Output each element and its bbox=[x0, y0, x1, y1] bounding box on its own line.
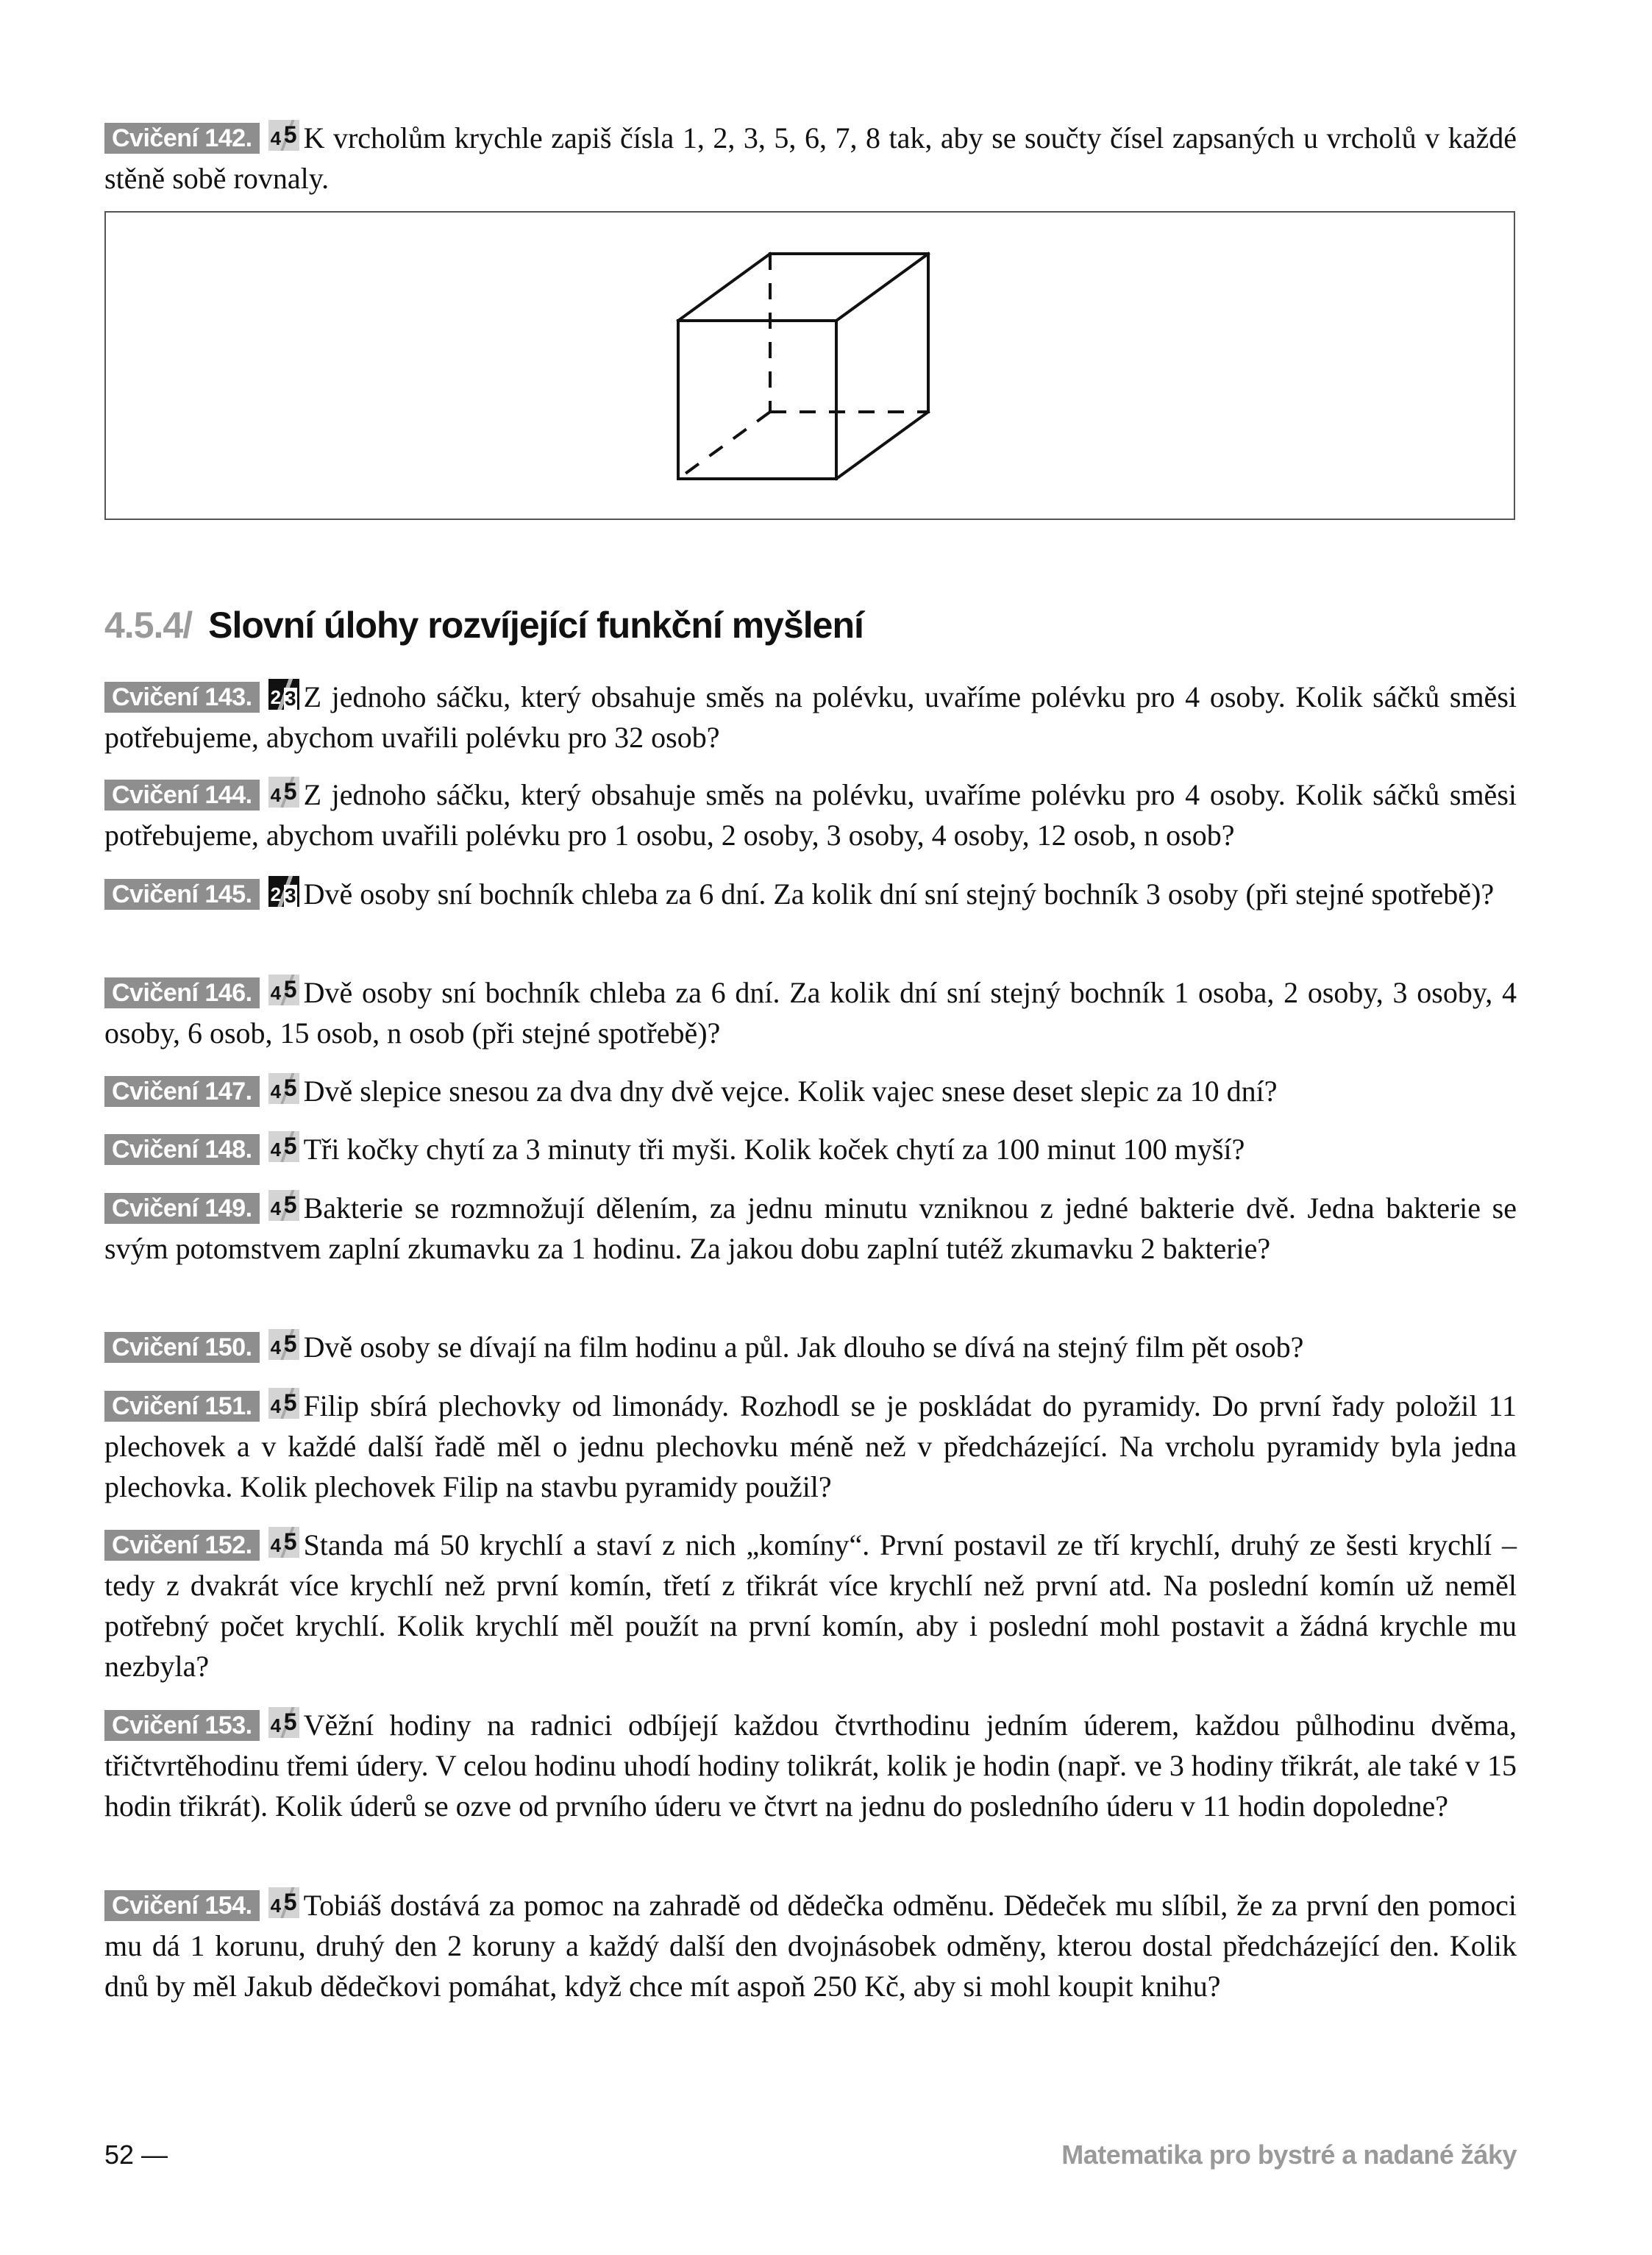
section-number: 4.5.4/ bbox=[104, 605, 193, 646]
cube-diagram-icon bbox=[106, 213, 1517, 521]
exercise-label: Cvičení 152. bbox=[104, 1530, 260, 1561]
cube-edge bbox=[836, 412, 928, 479]
difficulty-level-icon: 4 5 bbox=[268, 975, 299, 1005]
difficulty-level-icon: 2 3 bbox=[268, 876, 299, 907]
difficulty-level-icon: 4 5 bbox=[268, 1388, 299, 1419]
exercise-text: Standa má 50 krychlí a staví z nich „komíny“. První postavil ze tří krychlí, druhý ze šesti krychlí – tedy z dvakrát více krychlí než první komín, třetí z třikrát více krychlí než první atd. Na poslední komín už neměl potřebný počet krychlí. Kolik krychlí měl použít na první komín, aby i poslední mohl postavit a žádná krychle mu nezbyla? bbox=[104, 1528, 1517, 1683]
exercise-text: Z jednoho sáčku, který obsahuje směs na polévku, uvaříme polévku pro 4 osoby. Kolik sáčků směsi potřebujeme, abychom uvařili polévku pro 32 osob? bbox=[104, 680, 1517, 754]
exercise-142 bbox=[104, 118, 1517, 199]
exercise-154 bbox=[104, 1885, 1517, 2006]
section-heading bbox=[104, 599, 864, 651]
difficulty-level-icon: 4 5 bbox=[268, 1073, 299, 1104]
exercise-text: Dvě slepice snesou za dva dny dvě vejce. Kolik vajec snese deset slepic za 10 dní? bbox=[303, 1075, 1278, 1108]
cube-hidden-edge bbox=[678, 412, 770, 479]
cube-edge bbox=[836, 254, 928, 321]
exercise-label: Cvičení 150. bbox=[104, 1332, 260, 1363]
exercise-label: Cvičení 143. bbox=[104, 682, 260, 713]
exercise-149 bbox=[104, 1188, 1517, 1269]
exercise-text: Z jednoho sáčku, který obsahuje směs na polévku, uvaříme polévku pro 4 osoby. Kolik sáčků směsi potřebujeme, abychom uvařili polévku pro 1 osobu, 2 osoby, 3 osoby, 4 osoby, 12 osob, n osob? bbox=[104, 778, 1517, 852]
cube-front-face bbox=[678, 321, 836, 479]
exercise-text: Bakterie se rozmnožují dělením, za jednu minutu vzniknou z jedné bakterie dvě. Jedna bakterie se svým potomstvem zaplní zkumavku za 1 hodinu. Za jakou dobu zaplní tutéž zkumavku 2 bakterie? bbox=[104, 1191, 1517, 1265]
exercise-label: Cvičení 153. bbox=[104, 1710, 260, 1741]
exercise-label: Cvičení 144. bbox=[104, 780, 260, 811]
exercise-text: Dvě osoby sní bochník chleba za 6 dní. Za kolik dní sní stejný bochník 3 osoby (při stejné spotřebě)? bbox=[303, 877, 1495, 911]
difficulty-level-icon: 4 5 bbox=[268, 1527, 299, 1558]
exercise-label: Cvičení 151. bbox=[104, 1391, 260, 1422]
difficulty-level-icon: 4 5 bbox=[268, 1707, 299, 1738]
page-number: 52 — bbox=[104, 2140, 168, 2170]
exercise-147 bbox=[104, 1071, 1517, 1111]
exercise-label: Cvičení 142. bbox=[104, 123, 260, 154]
exercise-label: Cvičení 145. bbox=[104, 879, 260, 910]
difficulty-level-icon: 4 5 bbox=[268, 1131, 299, 1162]
exercise-144 bbox=[104, 774, 1517, 855]
difficulty-level-icon: 4 5 bbox=[268, 1887, 299, 1918]
difficulty-level-icon: 2 3 bbox=[268, 679, 299, 710]
exercise-150 bbox=[104, 1327, 1517, 1367]
page-footer bbox=[104, 2133, 1517, 2177]
exercise-text: Tři kočky chytí za 3 minuty tři myši. Kolik koček chytí za 100 minut 100 myší? bbox=[303, 1133, 1245, 1166]
book-title: Matematika pro bystré a nadané žáky bbox=[1061, 2140, 1517, 2170]
difficulty-level-icon: 4 5 bbox=[268, 120, 299, 151]
exercise-145 bbox=[104, 874, 1517, 914]
exercise-153 bbox=[104, 1705, 1517, 1826]
cube-edge bbox=[678, 254, 770, 321]
figure-box bbox=[104, 211, 1515, 520]
exercise-label: Cvičení 154. bbox=[104, 1890, 260, 1921]
exercise-text: Tobiáš dostává za pomoc na zahradě od dědečka odměnu. Dědeček mu slíbil, že za první den pomoci mu dá 1 korunu, druhý den 2 koruny a každý další den dvojnásobek odměny, kterou dostal předcházející den. Kolik dnů by měl Jakub dědečkovi pomáhat, když chce mít aspoň 250 Kč, aby si mohl koupit knihu? bbox=[104, 1889, 1517, 2003]
exercise-143 bbox=[104, 677, 1517, 758]
exercise-148 bbox=[104, 1129, 1517, 1169]
difficulty-level-icon: 4 5 bbox=[268, 1329, 299, 1360]
exercise-text: Dvě osoby se dívají na film hodinu a půl. Jak dlouho se dívá na stejný film pět osob? bbox=[303, 1330, 1304, 1364]
difficulty-level-icon: 4 5 bbox=[268, 777, 299, 808]
section-title: Slovní úlohy rozvíjející funkční myšlení bbox=[208, 605, 864, 646]
exercise-151 bbox=[104, 1386, 1517, 1507]
exercise-146 bbox=[104, 972, 1517, 1053]
exercise-label: Cvičení 147. bbox=[104, 1076, 260, 1107]
difficulty-level-icon: 4 5 bbox=[268, 1190, 299, 1221]
exercise-text: K vrcholům krychle zapiš čísla 1, 2, 3, 5, 6, 7, 8 tak, aby se součty čísel zapsaných u vrcholů v každé stěně sobě rovnaly. bbox=[104, 121, 1517, 195]
exercise-label: Cvičení 148. bbox=[104, 1134, 260, 1165]
exercise-label: Cvičení 146. bbox=[104, 977, 260, 1008]
exercise-text: Věžní hodiny na radnici odbíjejí každou čtvrthodinu jedním úderem, každou půlhodinu dvěma, třičtvrtěhodinu třemi údery. V celou hodinu uhodí hodiny tolikrát, kolik je hodin (např. ve 3 hodiny třikrát, ale také v 15 hodin třikrát). Kolik úderů se ozve od prvního úderu ve čtvrt na jednu do posledního úderu v 11 hodin dopoledne? bbox=[104, 1709, 1517, 1823]
exercise-text: Filip sbírá plechovky od limonády. Rozhodl se je poskládat do pyramidy. Do první řady položil 11 plechovek a v každé další řadě měl o jednu plechovku méně než v předcházející. Na vrcholu pyramidy byla jedna plechovka. Kolik plechovek Filip na stavbu pyramidy použil? bbox=[104, 1389, 1517, 1503]
exercise-label: Cvičení 149. bbox=[104, 1193, 260, 1224]
exercise-152 bbox=[104, 1525, 1517, 1686]
exercise-text: Dvě osoby sní bochník chleba za 6 dní. Za kolik dní sní stejný bochník 1 osoba, 2 osoby, 3 osoby, 4 osoby, 6 osob, 15 osob, n osob (při stejné spotřebě)? bbox=[104, 976, 1517, 1050]
